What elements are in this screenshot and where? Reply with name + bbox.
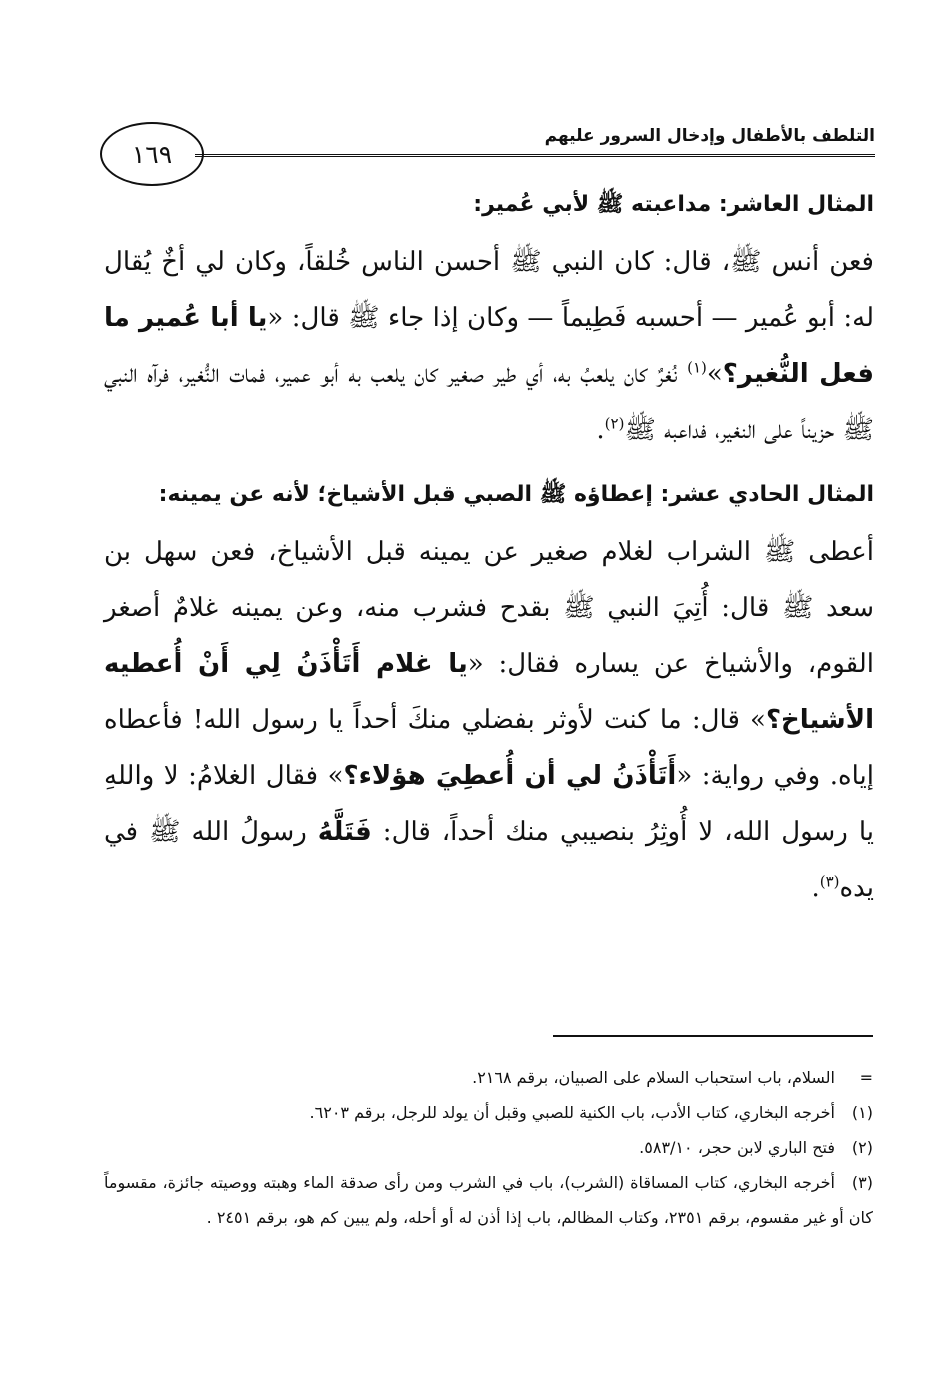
footnote-text: فتح الباري لابن حجر، ٥٨٣/١٠.	[639, 1138, 835, 1157]
footnote-item	[104, 1095, 873, 1130]
running-title: التلطف بالأطفال وإدخال السرور عليهم	[544, 126, 875, 146]
footnote-text: أخرجه البخاري، كتاب المساقاة (الشرب)، باب في الشرب ومن رأى صدقة الماء وهبته ووصيته جائزة، مقسوماً كان أو غير مقسوم، برقم ٢٣٥١، وكتاب المظالم، باب إذا أذن له أو أحله، ولم يبين كم هو، برقم ٢٤٥١ .	[104, 1173, 873, 1227]
header-rule	[195, 154, 875, 157]
footnote-number: (٢)	[851, 1138, 873, 1157]
text-segment: .	[811, 873, 820, 903]
footnote-text: أخرجه البخاري، كتاب الأدب، باب الكنية للصبي وقبل أن يولد للرجل، برقم ٦٢٠٣.	[309, 1103, 835, 1122]
text-segment: » قال: ما كنت لأوثر بفضلي منكَ أحداً يا رسول الله! فأعطاه إياه. وفي رواية: «	[104, 705, 874, 791]
section-heading-10: المثال العاشر: مداعبته ﷺ لأبي عُمير:	[473, 192, 874, 217]
text-segment: أعطى ﷺ الشراب لغلام صغير عن يمينه قبل الأشياخ، فعن سهل بن سعد ﷺ قال: أُتِيَ النبي ﷺ بقدح فشرب منه، وعن يمينه غلامٌ أصغر القوم، والأشياخ عن يساره فقال: «	[104, 537, 874, 679]
main-content	[104, 182, 874, 916]
footnote-item	[104, 1165, 873, 1235]
page-number-oval	[100, 122, 204, 186]
footnote-separator	[553, 1035, 873, 1037]
text-segment: .	[596, 415, 605, 445]
text-segment: نُغرٌ كان يلعبُ به، أي طير صغير كان يلعب به أبو عمير، فمات النُّغير، فرآه النبي ﷺ حزيناً على النغير، فداعبه ﷺ	[104, 359, 874, 445]
hadith-quote: فَتَلَّهُ	[317, 817, 372, 847]
hadith-quote: يا أبا عُمير ما فعل النُّغير؟	[104, 303, 874, 389]
footnote-number: (١)	[851, 1103, 873, 1122]
section-heading-11: المثال الحادي عشر: إعطاؤه ﷺ الصبي قبل الأشياخ؛ لأنه عن يمينه:	[158, 482, 874, 507]
footnote-text: السلام، باب استحباب السلام على الصبيان، برقم ٢١٦٨.	[472, 1068, 835, 1087]
footnote-reference[interactable]: (٢)	[604, 414, 625, 433]
footnote-number: (٣)	[851, 1173, 873, 1192]
text-segment: رسولُ الله ﷺ في يده	[104, 817, 874, 903]
footnote-reference[interactable]: (٣)	[819, 872, 840, 891]
section-paragraph-10	[104, 234, 874, 458]
text-segment: فعن أنس ﷺ، قال: كان النبي ﷺ أحسن الناس خُلقاً، وكان لي أخٌ يُقال له: أبو عُمير — أحسبه فَطِيماً — وكان إذا جاء ﷺ قال: «	[104, 247, 874, 333]
text-segment: »	[706, 359, 723, 389]
footnote-number: =	[859, 1068, 873, 1087]
page-header	[100, 118, 875, 190]
footnote-item	[104, 1060, 873, 1095]
footnote-item	[104, 1130, 873, 1165]
footnote-reference[interactable]: (١)	[687, 358, 707, 377]
hadith-quote: يا غلام أَتَأْذَنُ لِي أَنْ أُعطيه الأشياخ؟	[104, 649, 874, 735]
footnotes	[104, 1060, 873, 1235]
section-paragraph-11	[104, 524, 874, 916]
page-number: ١٦٩	[131, 139, 173, 169]
text-segment: » فقال الغلامُ: لا واللهِ يا رسول الله، لا أُوثِرُ بنصيبي منك أحداً، قال:	[104, 761, 874, 847]
hadith-quote: أَتَأْذَنُ لي أن أُعطِيَ هؤلاء؟	[343, 761, 677, 791]
